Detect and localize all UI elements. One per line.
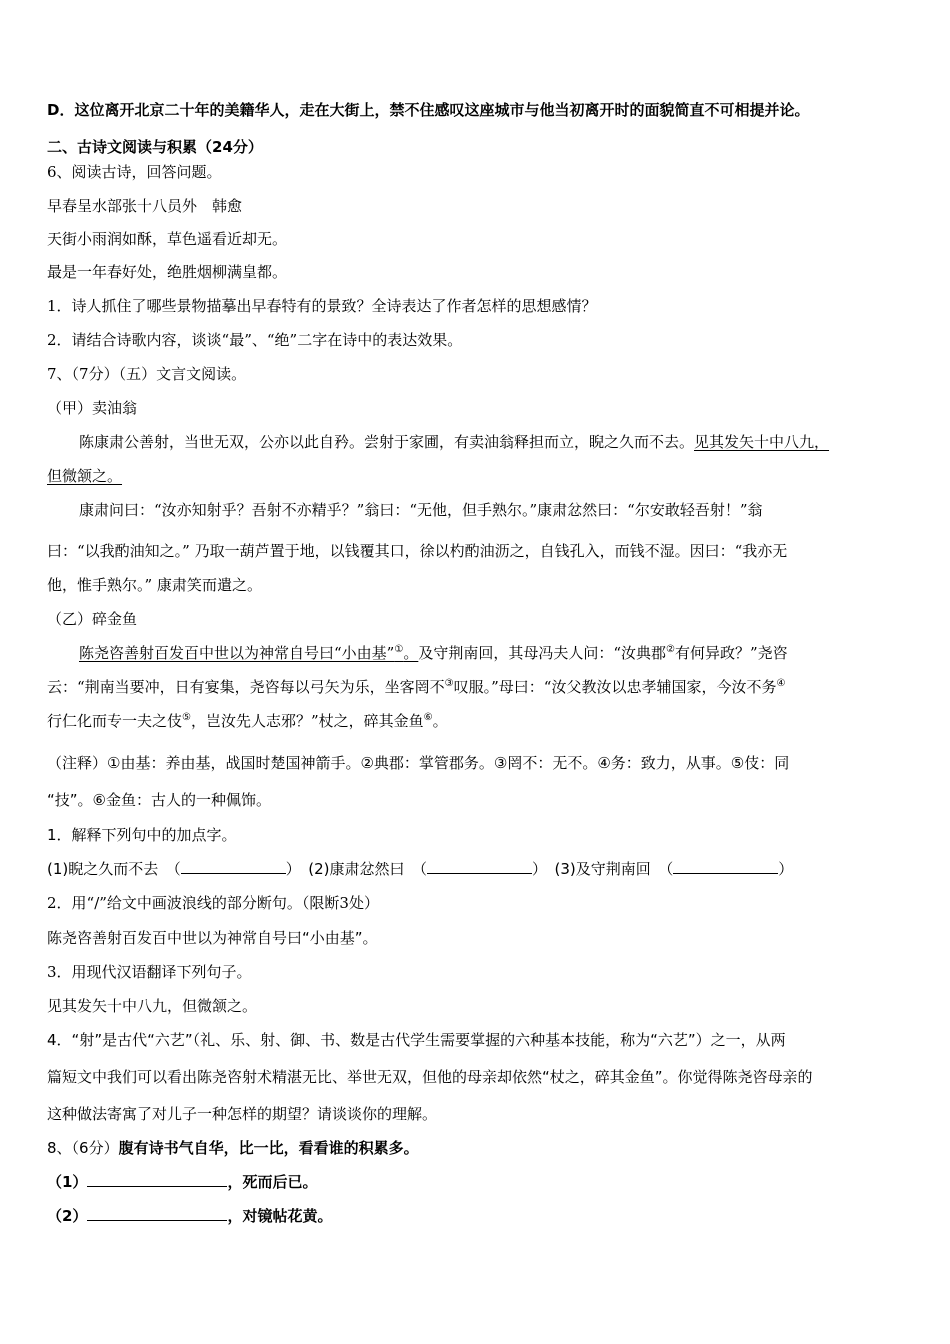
q7-sub2: 2．用“/”给文中画波浪线的部分断句。（限断3处） bbox=[47, 894, 379, 912]
poem-title: 早春呈水部张十八员外 韩愈 bbox=[47, 197, 243, 215]
q6-prompt: 6、阅读古诗，回答问题。 bbox=[47, 163, 222, 181]
poem-line-2: 最是一年春好处，绝胜烟柳满皇都。 bbox=[47, 263, 288, 281]
yi-text: 有何异政？”尧咨 bbox=[674, 644, 788, 662]
q7-sub2-text: 陈尧咨善射百发百中世以为神常自号曰“小由基”。 bbox=[47, 929, 378, 947]
q7-sub4-line-1: 4．“射”是古代“六艺”（礼、乐、射、御、书、数是古代学生需要掌握的六种基本技能，称为“六艺”）之一，从两 bbox=[47, 1031, 786, 1049]
footnote-5: ⑤ bbox=[182, 712, 191, 723]
footnote-6: ⑥ bbox=[423, 712, 433, 723]
q7-sub4-line-3: 这种做法寄寓了对儿子一种怎样的期望？请谈谈你的理解。 bbox=[47, 1105, 438, 1123]
notes-line-1: （注释）①由基：养由基，战国时楚国神箭手。②典郡：掌管郡务。③罔不：无不。④务：致力，从事。⑤伎：同 bbox=[47, 754, 790, 772]
footnote-2: ② bbox=[666, 644, 675, 655]
yi-wavy-text: 陈尧咨善射百发百中世以为神常自号曰“小由基”①。 bbox=[79, 644, 419, 662]
q6-sub2: 2．请结合诗歌内容，谈谈“最”、“绝”二字在诗中的表达效果。 bbox=[47, 331, 463, 349]
yi-paragraph-line-1 bbox=[79, 643, 788, 663]
q8-prompt: 8、（6分）腹有诗书气自华，比一比，看看谁的积累多。 bbox=[47, 1139, 419, 1157]
section-title: 二、古诗文阅读与积累（24分） bbox=[47, 138, 263, 156]
fill-blank-2[interactable] bbox=[87, 1205, 227, 1221]
yi-title: （乙）碎金鱼 bbox=[47, 610, 138, 628]
jia-paragraph-2-line-2: 曰：“以我酌油知之。” 乃取一葫芦置于地，以钱覆其口，徐以杓酌油沥之，自钱孔入，而钱不湿。因曰：“我亦无 bbox=[47, 542, 788, 560]
q7-prompt: 7、（7分）（五）文言文阅读。 bbox=[47, 365, 247, 383]
jia-underlined-text: 见其发矢十中八九， bbox=[694, 433, 830, 451]
notes-line-2: “技”。⑥金鱼：古人的一种佩饰。 bbox=[47, 791, 271, 809]
yi-text: 及守荆南回，其母冯夫人问：“汝典郡 bbox=[418, 644, 666, 662]
q7-sub3-text: 见其发矢十中八九，但微颔之。 bbox=[47, 997, 258, 1015]
q7-sub1-items: (1)睨之久而不去 （ ） (2)康肃忿然曰 （ ） (3)及守荆南回 （ ） bbox=[47, 860, 794, 878]
option-d: D．这位离开北京二十年的美籍华人，走在大街上，禁不住感叹这座城市与他当初离开时的面貌简直不可相提并论。 bbox=[47, 101, 810, 119]
jia-paragraph-1-line-2 bbox=[47, 466, 122, 486]
footnote-1: ① bbox=[394, 644, 404, 655]
answer-blank-3[interactable] bbox=[673, 858, 778, 874]
answer-blank-1[interactable] bbox=[181, 858, 286, 874]
yi-paragraph-line-2: 云：“荆南当要冲，日有宴集，尧咨每以弓矢为乐，坐客罔不③叹服。”母曰：“汝父教汝以忠孝辅国家，今汝不务④ bbox=[47, 678, 786, 696]
jia-underlined-text: 但微颔之。 bbox=[47, 467, 123, 485]
poem-line-1: 天街小雨润如酥，草色遥看近却无。 bbox=[47, 230, 288, 248]
yi-paragraph-line-3: 行仁化而专一夫之伎⑤，岂汝先人志邪？”杖之，碎其金鱼⑥。 bbox=[47, 712, 448, 730]
jia-paragraph-2-line-3: 他，惟手熟尔。” 康肃笑而遣之。 bbox=[47, 576, 262, 594]
answer-blank-2[interactable] bbox=[427, 858, 532, 874]
q6-sub1: 1．诗人抓住了哪些景物描摹出早春特有的景致？全诗表达了作者怎样的思想感情？ bbox=[47, 297, 597, 315]
fill-blank-1[interactable] bbox=[87, 1171, 227, 1187]
jia-text: 陈康肃公善射，当世无双，公亦以此自矜。尝射于家圃，有卖油翁释担而立，睨之久而不去。 bbox=[79, 433, 695, 451]
jia-paragraph-1-line-1 bbox=[79, 432, 829, 452]
q7-sub1: 1．解释下列句中的加点字。 bbox=[47, 826, 237, 844]
footnote-3: ③ bbox=[444, 678, 454, 689]
footnote-4: ④ bbox=[776, 678, 786, 689]
jia-paragraph-2-line-1: 康肃问曰：“汝亦知射乎？吾射不亦精乎？”翁曰：“无他，但手熟尔。”康肃忿然曰：“尔安敢轻吾射！”翁 bbox=[79, 501, 763, 519]
jia-title: （甲）卖油翁 bbox=[47, 399, 138, 417]
q8-item-2: （2） ，对镜帖花黄。 bbox=[47, 1207, 333, 1225]
q7-sub4-line-2: 篇短文中我们可以看出陈尧咨射术精湛无比、举世无双，但他的母亲却依然“杖之，碎其金鱼”。你觉得陈尧咨母亲的 bbox=[47, 1068, 813, 1086]
q8-item-1: （1） ，死而后已。 bbox=[47, 1173, 318, 1191]
q7-sub3: 3．用现代汉语翻译下列句子。 bbox=[47, 963, 252, 981]
